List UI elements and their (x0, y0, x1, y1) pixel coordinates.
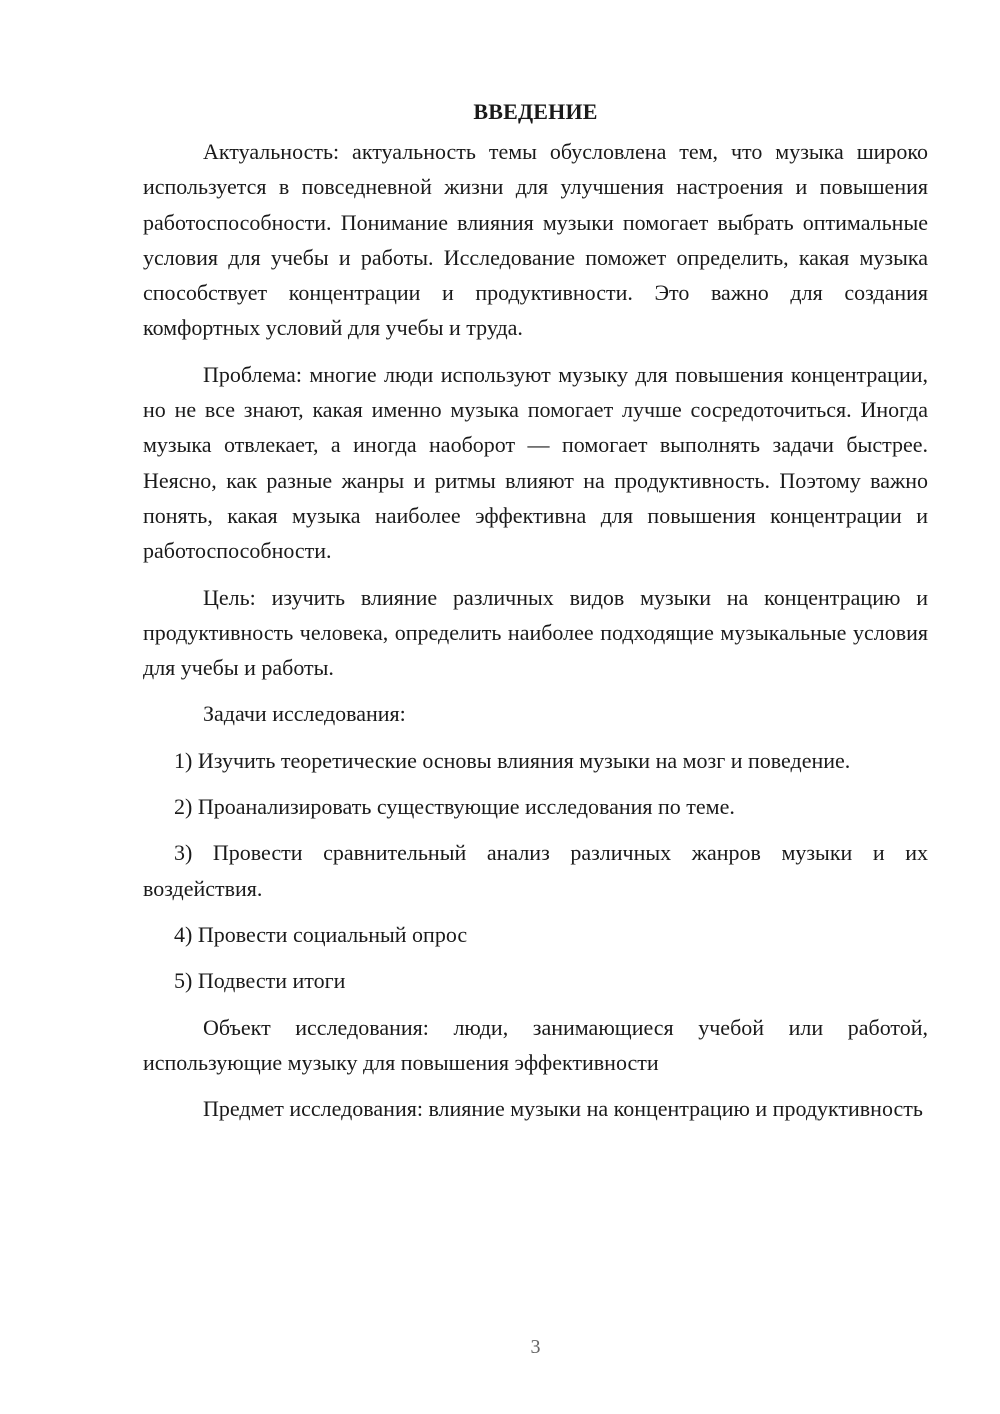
task-item-1: 1) Изучить теоретические основы влияния музыки на мозг и поведение. (174, 747, 851, 773)
task-item-3: 3) Провести сравнительный анализ различных жанров музыки и их воздействия. (143, 840, 928, 901)
section-heading: ВВЕДЕНИЕ (473, 99, 598, 124)
object-paragraph: Объект исследования: люди, занимающиеся учебой или работой, использующие музыку для повышения эффективности (143, 1014, 928, 1075)
problem-paragraph: Проблема: многие люди используют музыку для повышения концентрации, но не все знают, какая именно музыка помогает лучше сосредоточиться. Иногда музыка отвлекает, а иногда наоборот — помогает выполнять задачи быстрее. Неясно, как разные жанры и ритмы влияют на продуктивность. Поэтому важно понять, какая музыка наиболее эффективна для повышения концентрации и работоспособности. (143, 361, 928, 564)
subject-paragraph: Предмет исследования: влияние музыки на концентрацию и продуктивность (203, 1096, 923, 1122)
task-item-4: 4) Провести социальный опрос (174, 921, 468, 947)
tasks-title: Задачи исследования: (203, 701, 406, 727)
goal-paragraph: Цель: изучить влияние различных видов музыки на концентрацию и продуктивность человека, определить наиболее подходящие музыкальные условия для учебы и работы. (143, 584, 928, 681)
relevance-paragraph: Актуальность: актуальность темы обусловлена тем, что музыка широко используется в повседневной жизни для улучшения настроения и повышения работоспособности. Понимание влияния музыки помогает выбрать оптимальные условия для учебы и работы. Исследование поможет определить, какая музыка способствует концентрации и продуктивности. Это важно для создания комфортных условий для учебы и труда. (143, 139, 928, 341)
page-number: 3 (530, 1336, 541, 1358)
task-item-2: 2) Проанализировать существующие исследования по теме. (174, 794, 735, 820)
task-item-5: 5) Подвести итоги (174, 968, 346, 994)
